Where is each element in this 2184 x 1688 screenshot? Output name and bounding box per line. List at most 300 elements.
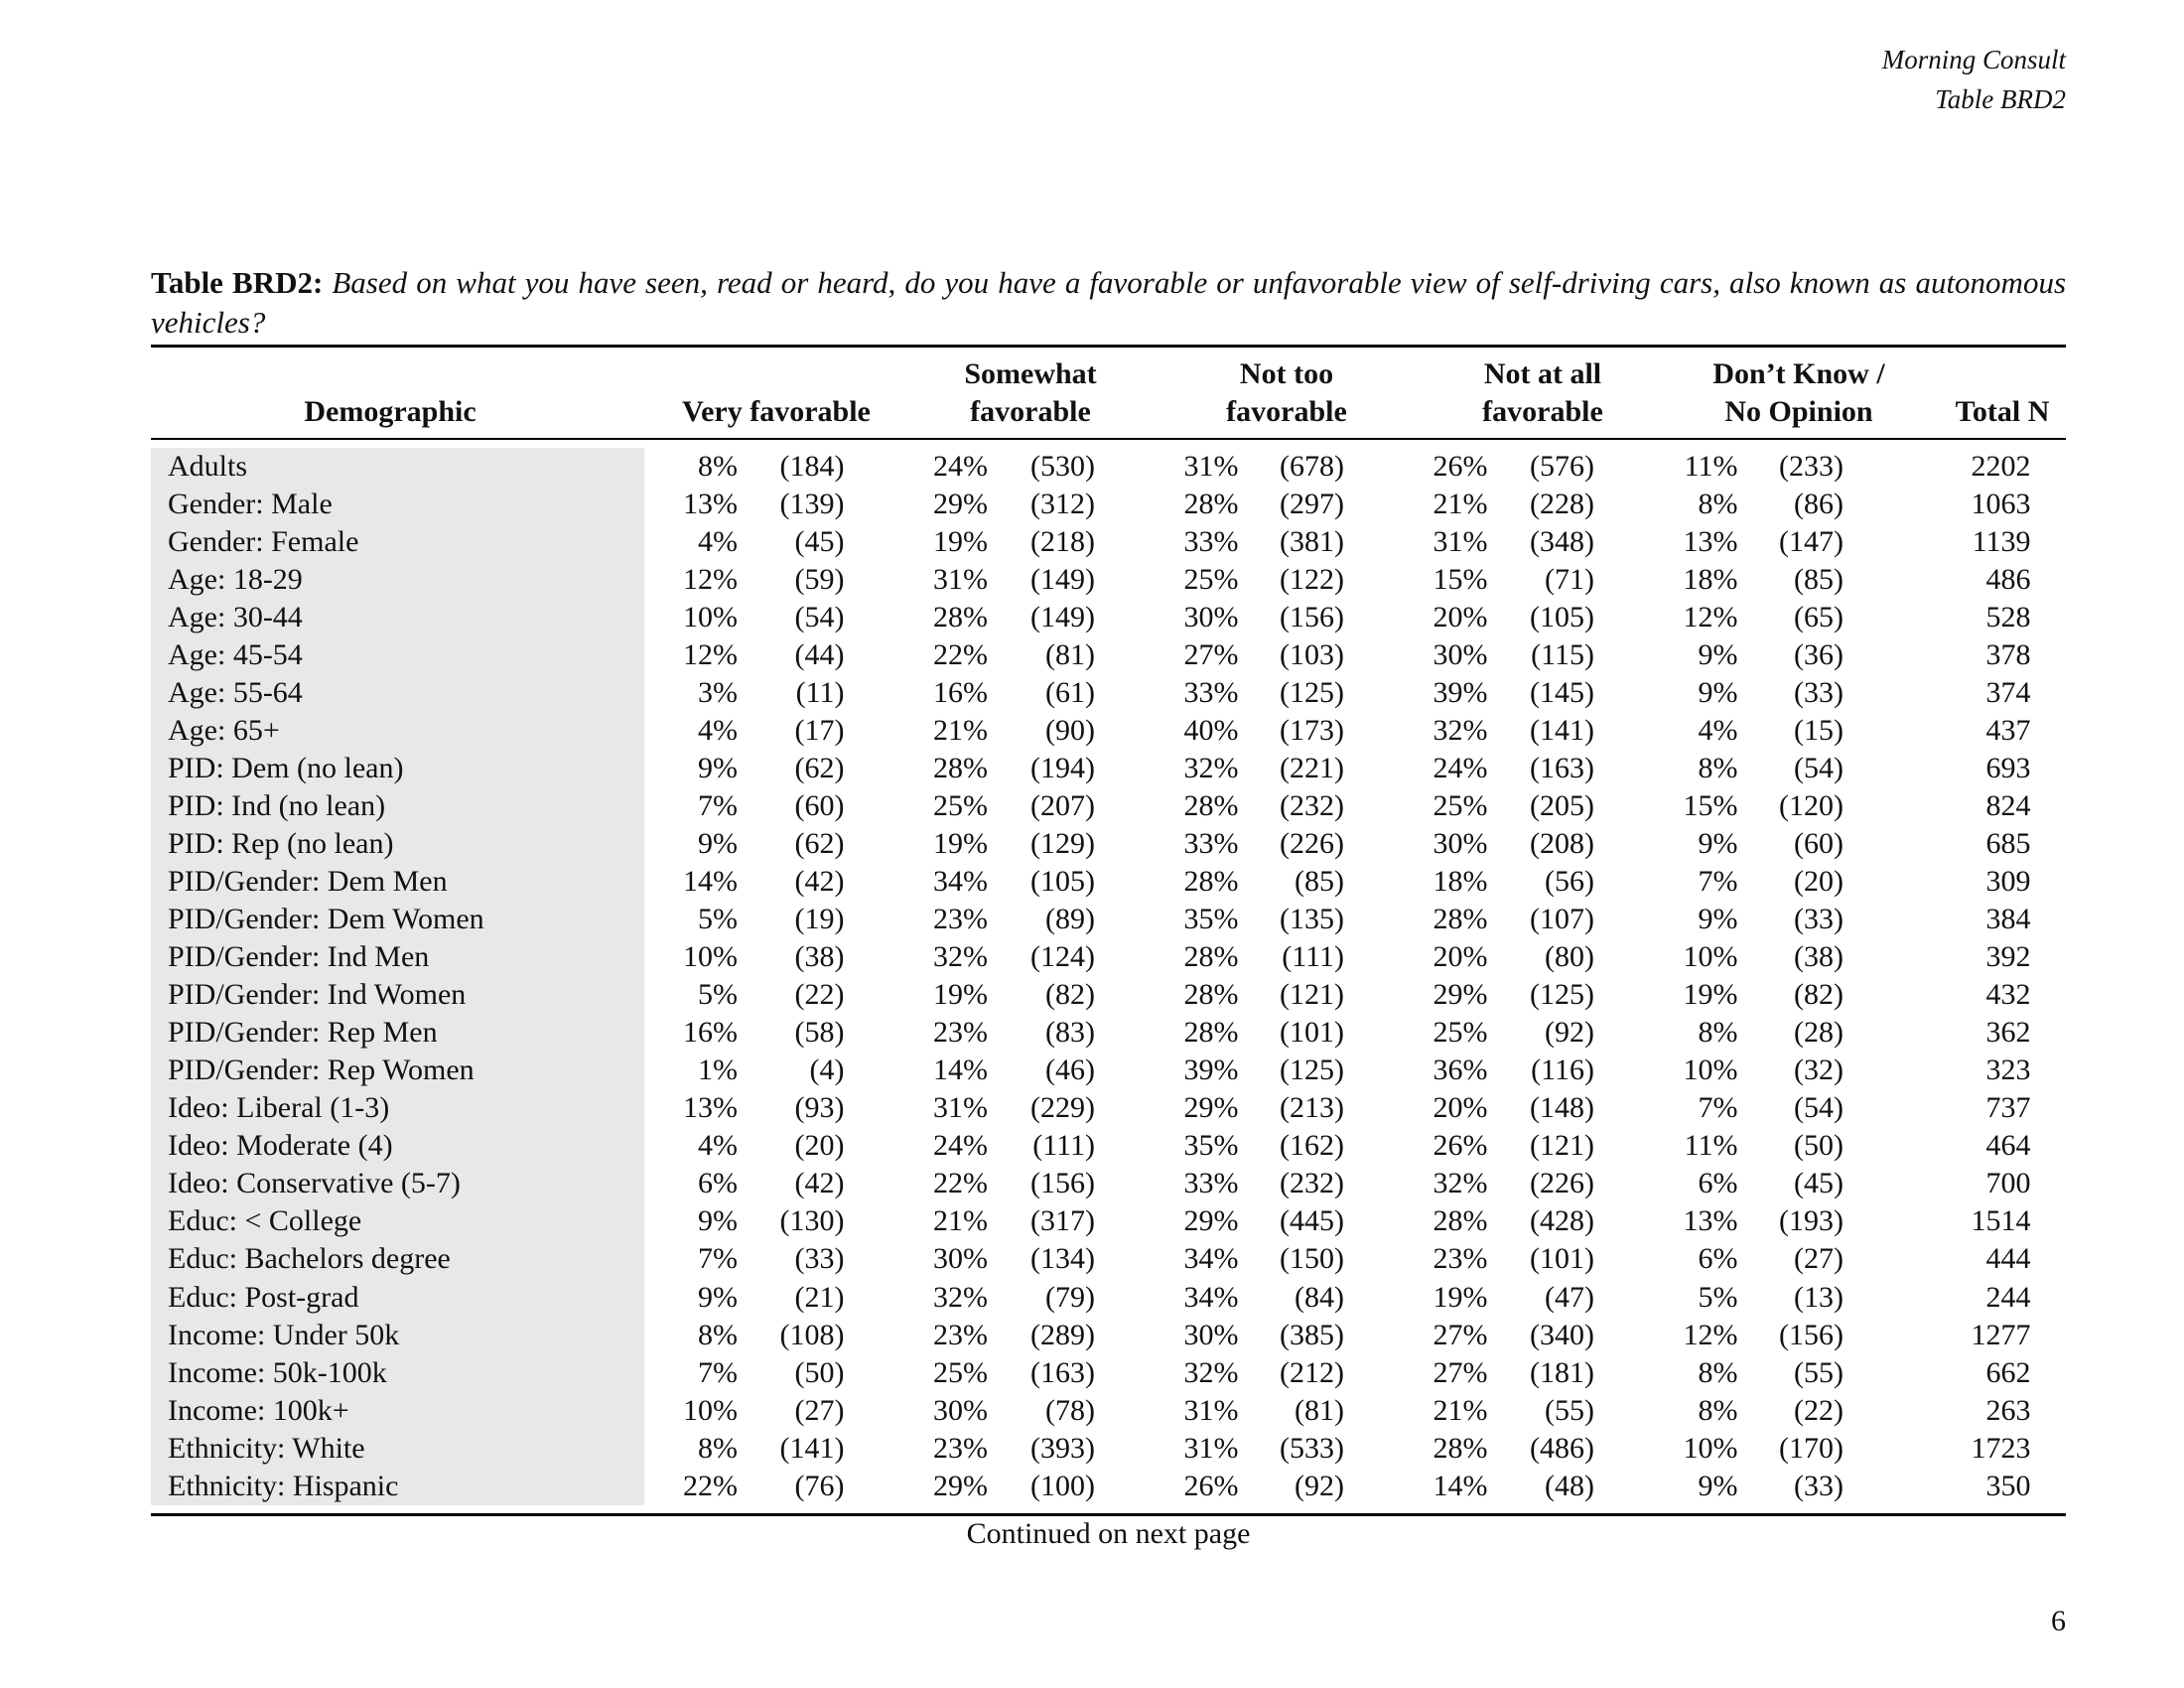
dont-know-count-cell: (32): [1794, 1054, 1843, 1087]
very-favorable-count-cell: (38): [794, 940, 845, 974]
not-too-favorable-count-cell: (173): [1280, 713, 1344, 747]
somewhat-favorable-count-cell: (156): [1030, 1167, 1095, 1200]
somewhat-favorable-percent-cell: 19%: [933, 524, 988, 558]
total-n-cell: 737: [1985, 1091, 2031, 1125]
very-favorable-count-cell: (108): [779, 1318, 845, 1351]
somewhat-favorable-percent-cell: 19%: [933, 978, 988, 1012]
total-n-cell: 437: [1985, 713, 2031, 747]
table-label: Table BRD2:: [151, 265, 324, 300]
very-favorable-count-cell: (62): [794, 826, 845, 860]
demographic-label: PID: Dem (no lean): [151, 750, 644, 787]
dont-know-percent-cell: 6%: [1698, 1242, 1738, 1276]
somewhat-favorable-count-cell: (129): [1030, 826, 1095, 860]
not-at-all-favorable-count-cell: (56): [1545, 865, 1594, 899]
very-favorable-percent-cell: 8%: [698, 449, 738, 483]
not-at-all-favorable-count-cell: (92): [1545, 1016, 1594, 1050]
not-at-all-favorable-percent-cell: 21%: [1433, 487, 1488, 520]
not-at-all-favorable-percent-cell: 36%: [1433, 1054, 1488, 1087]
demographic-label: Income: Under 50k: [151, 1317, 644, 1354]
very-favorable-count-cell: (17): [794, 713, 845, 747]
dont-know-percent-cell: 9%: [1698, 637, 1738, 671]
somewhat-favorable-percent-cell: 29%: [933, 1469, 988, 1502]
not-too-favorable-percent-cell: 26%: [1183, 1469, 1239, 1502]
somewhat-favorable-percent-cell: 14%: [933, 1054, 988, 1087]
dont-know-count-cell: (55): [1794, 1355, 1843, 1389]
somewhat-favorable-percent-cell: 24%: [933, 1129, 988, 1163]
not-too-favorable-percent-cell: 34%: [1183, 1280, 1239, 1314]
somewhat-favorable-count-cell: (194): [1030, 751, 1095, 784]
very-favorable-percent-cell: 12%: [683, 637, 738, 671]
very-favorable-percent-cell: 9%: [698, 751, 738, 784]
not-too-favorable-count-cell: (103): [1280, 637, 1344, 671]
somewhat-favorable-percent-cell: 28%: [933, 751, 988, 784]
not-at-all-favorable-count-cell: (107): [1530, 903, 1594, 936]
demographic-label: PID/Gender: Ind Women: [151, 976, 644, 1014]
somewhat-favorable-percent-cell: 32%: [933, 940, 988, 974]
not-too-favorable-percent-cell: 40%: [1183, 713, 1239, 747]
not-too-favorable-count-cell: (92): [1295, 1469, 1344, 1502]
not-at-all-favorable-percent-cell: 25%: [1433, 1016, 1488, 1050]
not-at-all-favorable-percent-cell: 28%: [1433, 1431, 1488, 1465]
dont-know-count-cell: (20): [1794, 865, 1843, 899]
very-favorable-count-cell: (60): [794, 788, 845, 822]
table-row: [151, 523, 2066, 561]
not-too-favorable-count-cell: (213): [1280, 1091, 1344, 1125]
demographic-label: Income: 50k-100k: [151, 1354, 644, 1392]
very-favorable-count-cell: (130): [779, 1204, 845, 1238]
dont-know-percent-cell: 4%: [1698, 713, 1738, 747]
demographic-label: Adults: [151, 448, 644, 486]
somewhat-favorable-count-cell: (105): [1030, 865, 1095, 899]
table-header-row: [151, 348, 2066, 438]
total-n-cell: 486: [1985, 562, 2031, 596]
somewhat-favorable-count-cell: (46): [1045, 1054, 1095, 1087]
dont-know-percent-cell: 9%: [1698, 903, 1738, 936]
not-too-favorable-count-cell: (212): [1280, 1355, 1344, 1389]
not-too-favorable-percent-cell: 33%: [1183, 1167, 1239, 1200]
demographic-label: Age: 18-29: [151, 561, 644, 599]
dont-know-percent-cell: 9%: [1698, 675, 1738, 709]
very-favorable-percent-cell: 7%: [698, 1242, 738, 1276]
dont-know-count-cell: (170): [1779, 1431, 1843, 1465]
somewhat-favorable-count-cell: (83): [1045, 1016, 1095, 1050]
table-row: [151, 1127, 2066, 1165]
table-row: [151, 1392, 2066, 1430]
table-row: [151, 448, 2066, 486]
header-somewhat-favorable-line-1: Somewhat: [964, 357, 1097, 390]
very-favorable-count-cell: (45): [794, 524, 845, 558]
not-at-all-favorable-percent-cell: 27%: [1433, 1318, 1488, 1351]
demographic-label: Income: 100k+: [151, 1392, 644, 1430]
dont-know-count-cell: (54): [1794, 1091, 1843, 1125]
header-somewhat-favorable-line-2: favorable: [970, 395, 1091, 428]
somewhat-favorable-count-cell: (312): [1030, 487, 1095, 520]
table-row: [151, 599, 2066, 636]
dont-know-count-cell: (13): [1794, 1280, 1843, 1314]
demographic-label: Educ: Post-grad: [151, 1279, 644, 1317]
not-at-all-favorable-percent-cell: 20%: [1433, 1091, 1488, 1125]
very-favorable-count-cell: (42): [794, 1167, 845, 1200]
demographic-label: PID/Gender: Dem Women: [151, 901, 644, 938]
total-n-cell: 378: [1985, 637, 2031, 671]
very-favorable-percent-cell: 7%: [698, 1355, 738, 1389]
dont-know-count-cell: (156): [1779, 1318, 1843, 1351]
very-favorable-count-cell: (44): [794, 637, 845, 671]
somewhat-favorable-count-cell: (81): [1045, 637, 1095, 671]
not-too-favorable-percent-cell: 31%: [1183, 449, 1239, 483]
somewhat-favorable-count-cell: (207): [1030, 788, 1095, 822]
demographic-label: PID/Gender: Dem Men: [151, 863, 644, 901]
very-favorable-count-cell: (62): [794, 751, 845, 784]
somewhat-favorable-percent-cell: 23%: [933, 1016, 988, 1050]
total-n-cell: 432: [1985, 978, 2031, 1012]
dont-know-percent-cell: 12%: [1683, 600, 1738, 633]
total-n-cell: 362: [1985, 1016, 2031, 1050]
table-row: [151, 1240, 2066, 1278]
table-id: Table BRD2: [1935, 84, 2066, 114]
demographic-label: Ethnicity: White: [151, 1430, 644, 1468]
somewhat-favorable-percent-cell: 23%: [933, 903, 988, 936]
somewhat-favorable-count-cell: (79): [1045, 1280, 1095, 1314]
total-n-cell: 392: [1985, 940, 2031, 974]
header-total-n-label: Total N: [1955, 395, 2050, 428]
table-row: [151, 712, 2066, 750]
very-favorable-percent-cell: 12%: [683, 562, 738, 596]
publisher-name: Morning Consult: [1881, 45, 2066, 74]
somewhat-favorable-percent-cell: 31%: [933, 1091, 988, 1125]
table-row: [151, 1165, 2066, 1202]
not-too-favorable-count-cell: (101): [1280, 1016, 1344, 1050]
dont-know-count-cell: (22): [1794, 1393, 1843, 1427]
not-too-favorable-percent-cell: 29%: [1183, 1091, 1239, 1125]
not-at-all-favorable-percent-cell: 26%: [1433, 449, 1488, 483]
total-n-cell: 824: [1985, 788, 2031, 822]
total-n-cell: 700: [1985, 1167, 2031, 1200]
not-too-favorable-count-cell: (85): [1295, 865, 1344, 899]
demographic-label: Ideo: Conservative (5-7): [151, 1165, 644, 1202]
not-too-favorable-percent-cell: 39%: [1183, 1054, 1239, 1087]
somewhat-favorable-count-cell: (100): [1030, 1469, 1095, 1502]
very-favorable-percent-cell: 10%: [683, 600, 738, 633]
somewhat-favorable-count-cell: (229): [1030, 1091, 1095, 1125]
not-at-all-favorable-percent-cell: 18%: [1433, 865, 1488, 899]
not-too-favorable-count-cell: (533): [1280, 1431, 1344, 1465]
table-row: [151, 1317, 2066, 1354]
not-at-all-favorable-percent-cell: 21%: [1433, 1393, 1488, 1427]
not-too-favorable-count-cell: (385): [1280, 1318, 1344, 1351]
total-n-cell: 1139: [1972, 524, 2031, 558]
not-too-favorable-percent-cell: 34%: [1183, 1242, 1239, 1276]
not-too-favorable-percent-cell: 28%: [1183, 1016, 1239, 1050]
very-favorable-count-cell: (33): [794, 1242, 845, 1276]
dont-know-count-cell: (28): [1794, 1016, 1843, 1050]
dont-know-percent-cell: 9%: [1698, 1469, 1738, 1502]
somewhat-favorable-count-cell: (82): [1045, 978, 1095, 1012]
somewhat-favorable-percent-cell: 31%: [933, 562, 988, 596]
very-favorable-count-cell: (27): [794, 1393, 845, 1427]
not-too-favorable-percent-cell: 35%: [1183, 1129, 1239, 1163]
not-at-all-favorable-count-cell: (71): [1545, 562, 1594, 596]
not-too-favorable-count-cell: (226): [1280, 826, 1344, 860]
not-at-all-favorable-count-cell: (486): [1530, 1431, 1594, 1465]
question-text-continued: vehicles?: [151, 305, 266, 340]
not-too-favorable-count-cell: (84): [1295, 1280, 1344, 1314]
very-favorable-count-cell: (19): [794, 903, 845, 936]
demographic-label: Age: 65+: [151, 712, 644, 750]
not-at-all-favorable-percent-cell: 30%: [1433, 637, 1488, 671]
not-at-all-favorable-count-cell: (121): [1530, 1129, 1594, 1163]
dont-know-count-cell: (33): [1794, 903, 1843, 936]
not-too-favorable-count-cell: (221): [1280, 751, 1344, 784]
somewhat-favorable-percent-cell: 22%: [933, 637, 988, 671]
table-row: [151, 825, 2066, 863]
dont-know-count-cell: (233): [1779, 449, 1843, 483]
not-at-all-favorable-percent-cell: 23%: [1433, 1242, 1488, 1276]
dont-know-percent-cell: 13%: [1683, 1204, 1738, 1238]
table-row: [151, 1014, 2066, 1052]
dont-know-count-cell: (85): [1794, 562, 1843, 596]
not-too-favorable-percent-cell: 35%: [1183, 903, 1239, 936]
very-favorable-percent-cell: 5%: [698, 978, 738, 1012]
not-at-all-favorable-count-cell: (340): [1530, 1318, 1594, 1351]
not-at-all-favorable-count-cell: (105): [1530, 600, 1594, 633]
demographic-label: Ideo: Moderate (4): [151, 1127, 644, 1165]
not-at-all-favorable-count-cell: (125): [1530, 978, 1594, 1012]
not-at-all-favorable-count-cell: (80): [1545, 940, 1594, 974]
not-too-favorable-count-cell: (678): [1280, 449, 1344, 483]
not-too-favorable-percent-cell: 28%: [1183, 940, 1239, 974]
total-n-cell: 444: [1985, 1242, 2031, 1276]
not-at-all-favorable-percent-cell: 26%: [1433, 1129, 1488, 1163]
very-favorable-percent-cell: 10%: [683, 1393, 738, 1427]
not-too-favorable-percent-cell: 27%: [1183, 637, 1239, 671]
somewhat-favorable-percent-cell: 25%: [933, 788, 988, 822]
not-too-favorable-count-cell: (150): [1280, 1242, 1344, 1276]
not-at-all-favorable-percent-cell: 20%: [1433, 600, 1488, 633]
not-at-all-favorable-count-cell: (181): [1530, 1355, 1594, 1389]
somewhat-favorable-percent-cell: 22%: [933, 1167, 988, 1200]
dont-know-percent-cell: 5%: [1698, 1280, 1738, 1314]
somewhat-favorable-percent-cell: 23%: [933, 1431, 988, 1465]
dont-know-percent-cell: 8%: [1698, 1355, 1738, 1389]
not-at-all-favorable-percent-cell: 28%: [1433, 1204, 1488, 1238]
header-total-n: [1943, 355, 2062, 431]
very-favorable-percent-cell: 8%: [698, 1431, 738, 1465]
somewhat-favorable-percent-cell: 23%: [933, 1318, 988, 1351]
table-title-line-1: [151, 263, 2066, 303]
very-favorable-count-cell: (59): [794, 562, 845, 596]
somewhat-favorable-count-cell: (149): [1030, 562, 1095, 596]
header-not-at-all-favorable-line-1: Not at all: [1483, 357, 1602, 390]
dont-know-percent-cell: 18%: [1683, 562, 1738, 596]
not-at-all-favorable-count-cell: (205): [1530, 788, 1594, 822]
table-row: [151, 561, 2066, 599]
very-favorable-percent-cell: 6%: [698, 1167, 738, 1200]
not-too-favorable-count-cell: (125): [1280, 1054, 1344, 1087]
very-favorable-percent-cell: 4%: [698, 1129, 738, 1163]
demographic-label: Ideo: Liberal (1-3): [151, 1089, 644, 1127]
total-n-cell: 528: [1985, 600, 2031, 633]
table-row: [151, 863, 2066, 901]
total-n-cell: 1723: [1971, 1431, 2031, 1465]
total-n-cell: 374: [1985, 675, 2031, 709]
very-favorable-percent-cell: 9%: [698, 826, 738, 860]
total-n-cell: 323: [1985, 1054, 2031, 1087]
not-at-all-favorable-count-cell: (208): [1530, 826, 1594, 860]
dont-know-percent-cell: 13%: [1683, 524, 1738, 558]
not-at-all-favorable-count-cell: (101): [1530, 1242, 1594, 1276]
not-at-all-favorable-percent-cell: 25%: [1433, 788, 1488, 822]
not-at-all-favorable-percent-cell: 39%: [1433, 675, 1488, 709]
total-n-cell: 1063: [1971, 487, 2031, 520]
dont-know-count-cell: (54): [1794, 751, 1843, 784]
somewhat-favorable-percent-cell: 29%: [933, 487, 988, 520]
not-too-favorable-percent-cell: 33%: [1183, 826, 1239, 860]
somewhat-favorable-count-cell: (218): [1030, 524, 1095, 558]
not-at-all-favorable-percent-cell: 27%: [1433, 1355, 1488, 1389]
dont-know-count-cell: (86): [1794, 487, 1843, 520]
total-n-cell: 2202: [1971, 449, 2031, 483]
somewhat-favorable-count-cell: (78): [1045, 1393, 1095, 1427]
somewhat-favorable-count-cell: (111): [1032, 1129, 1095, 1163]
not-at-all-favorable-percent-cell: 28%: [1433, 903, 1488, 936]
not-at-all-favorable-count-cell: (576): [1530, 449, 1594, 483]
dont-know-percent-cell: 7%: [1698, 865, 1738, 899]
very-favorable-count-cell: (54): [794, 600, 845, 633]
very-favorable-percent-cell: 22%: [683, 1469, 738, 1502]
dont-know-count-cell: (38): [1794, 940, 1843, 974]
somewhat-favorable-percent-cell: 21%: [933, 1204, 988, 1238]
demographic-label: Gender: Female: [151, 523, 644, 561]
somewhat-favorable-count-cell: (530): [1030, 449, 1095, 483]
very-favorable-count-cell: (58): [794, 1016, 845, 1050]
not-too-favorable-count-cell: (81): [1295, 1393, 1344, 1427]
not-at-all-favorable-count-cell: (115): [1531, 637, 1594, 671]
very-favorable-count-cell: (20): [794, 1129, 845, 1163]
very-favorable-count-cell: (22): [794, 978, 845, 1012]
very-favorable-count-cell: (21): [794, 1280, 845, 1314]
dont-know-count-cell: (193): [1779, 1204, 1843, 1238]
total-n-cell: 263: [1985, 1393, 2031, 1427]
total-n-cell: 350: [1985, 1469, 2031, 1502]
dont-know-count-cell: (65): [1794, 600, 1843, 633]
table-row: [151, 674, 2066, 712]
not-at-all-favorable-percent-cell: 24%: [1433, 751, 1488, 784]
not-too-favorable-count-cell: (125): [1280, 675, 1344, 709]
crosstab-table: [151, 345, 2066, 1516]
not-too-favorable-percent-cell: 30%: [1183, 1318, 1239, 1351]
very-favorable-count-cell: (11): [795, 675, 845, 709]
dont-know-percent-cell: 10%: [1683, 940, 1738, 974]
not-at-all-favorable-count-cell: (226): [1530, 1167, 1594, 1200]
total-n-cell: 1514: [1971, 1204, 2031, 1238]
somewhat-favorable-count-cell: (90): [1045, 713, 1095, 747]
very-favorable-count-cell: (93): [794, 1091, 845, 1125]
header-dont-know-no-opinion: [1670, 355, 1928, 431]
table-title: [151, 263, 2066, 343]
demographic-label: Educ: Bachelors degree: [151, 1240, 644, 1278]
not-too-favorable-percent-cell: 32%: [1183, 1355, 1239, 1389]
not-at-all-favorable-percent-cell: 31%: [1433, 524, 1488, 558]
somewhat-favorable-count-cell: (89): [1045, 903, 1095, 936]
dont-know-percent-cell: 6%: [1698, 1167, 1738, 1200]
table-row: [151, 1202, 2066, 1240]
dont-know-count-cell: (15): [1794, 713, 1843, 747]
not-at-all-favorable-count-cell: (163): [1530, 751, 1594, 784]
header-very-favorable-label: Very favorable: [682, 395, 871, 428]
somewhat-favorable-percent-cell: 34%: [933, 865, 988, 899]
total-n-cell: 662: [1985, 1355, 2031, 1389]
somewhat-favorable-count-cell: (163): [1030, 1355, 1095, 1389]
not-too-favorable-percent-cell: 28%: [1183, 978, 1239, 1012]
dont-know-percent-cell: 19%: [1683, 978, 1738, 1012]
total-n-cell: 309: [1985, 865, 2031, 899]
header-demographic: [241, 355, 539, 431]
not-too-favorable-percent-cell: 30%: [1183, 600, 1239, 633]
not-too-favorable-percent-cell: 25%: [1183, 562, 1239, 596]
not-too-favorable-percent-cell: 31%: [1183, 1393, 1239, 1427]
not-too-favorable-count-cell: (135): [1280, 903, 1344, 936]
somewhat-favorable-percent-cell: 19%: [933, 826, 988, 860]
not-too-favorable-count-cell: (121): [1280, 978, 1344, 1012]
demographic-label: PID: Rep (no lean): [151, 825, 644, 863]
demographic-label: Ethnicity: Hispanic: [151, 1468, 644, 1505]
demographic-label: PID/Gender: Ind Men: [151, 938, 644, 976]
very-favorable-count-cell: (42): [794, 865, 845, 899]
not-at-all-favorable-count-cell: (141): [1530, 713, 1594, 747]
not-at-all-favorable-percent-cell: 32%: [1433, 713, 1488, 747]
somewhat-favorable-count-cell: (61): [1045, 675, 1095, 709]
demographic-label: Age: 45-54: [151, 636, 644, 674]
not-too-favorable-count-cell: (232): [1280, 1167, 1344, 1200]
somewhat-favorable-percent-cell: 32%: [933, 1280, 988, 1314]
somewhat-favorable-percent-cell: 16%: [933, 675, 988, 709]
very-favorable-percent-cell: 16%: [683, 1016, 738, 1050]
not-at-all-favorable-count-cell: (348): [1530, 524, 1594, 558]
very-favorable-percent-cell: 5%: [698, 903, 738, 936]
not-at-all-favorable-percent-cell: 19%: [1433, 1280, 1488, 1314]
demographic-label: Educ: < College: [151, 1202, 644, 1240]
not-at-all-favorable-count-cell: (228): [1530, 487, 1594, 520]
demographic-label: Gender: Male: [151, 486, 644, 523]
not-at-all-favorable-percent-cell: 14%: [1433, 1469, 1488, 1502]
dont-know-count-cell: (82): [1794, 978, 1843, 1012]
very-favorable-count-cell: (139): [779, 487, 845, 520]
not-too-favorable-percent-cell: 28%: [1183, 487, 1239, 520]
not-at-all-favorable-count-cell: (116): [1531, 1054, 1594, 1087]
not-too-favorable-percent-cell: 28%: [1183, 865, 1239, 899]
not-too-favorable-count-cell: (122): [1280, 562, 1344, 596]
very-favorable-percent-cell: 10%: [683, 940, 738, 974]
total-n-cell: 384: [1985, 903, 2031, 936]
somewhat-favorable-count-cell: (289): [1030, 1318, 1095, 1351]
demographic-label: PID/Gender: Rep Men: [151, 1014, 644, 1052]
not-too-favorable-percent-cell: 33%: [1183, 675, 1239, 709]
header-somewhat-favorable: [901, 355, 1160, 431]
dont-know-count-cell: (120): [1779, 788, 1843, 822]
dont-know-percent-cell: 8%: [1698, 1393, 1738, 1427]
not-too-favorable-count-cell: (381): [1280, 524, 1344, 558]
very-favorable-percent-cell: 1%: [698, 1054, 738, 1087]
dont-know-count-cell: (50): [1794, 1129, 1843, 1163]
not-at-all-favorable-percent-cell: 32%: [1433, 1167, 1488, 1200]
not-too-favorable-percent-cell: 32%: [1183, 751, 1239, 784]
not-too-favorable-percent-cell: 33%: [1183, 524, 1239, 558]
table-row: [151, 1279, 2066, 1317]
total-n-cell: 1277: [1971, 1318, 2031, 1351]
dont-know-count-cell: (33): [1794, 675, 1843, 709]
total-n-cell: 464: [1985, 1129, 2031, 1163]
